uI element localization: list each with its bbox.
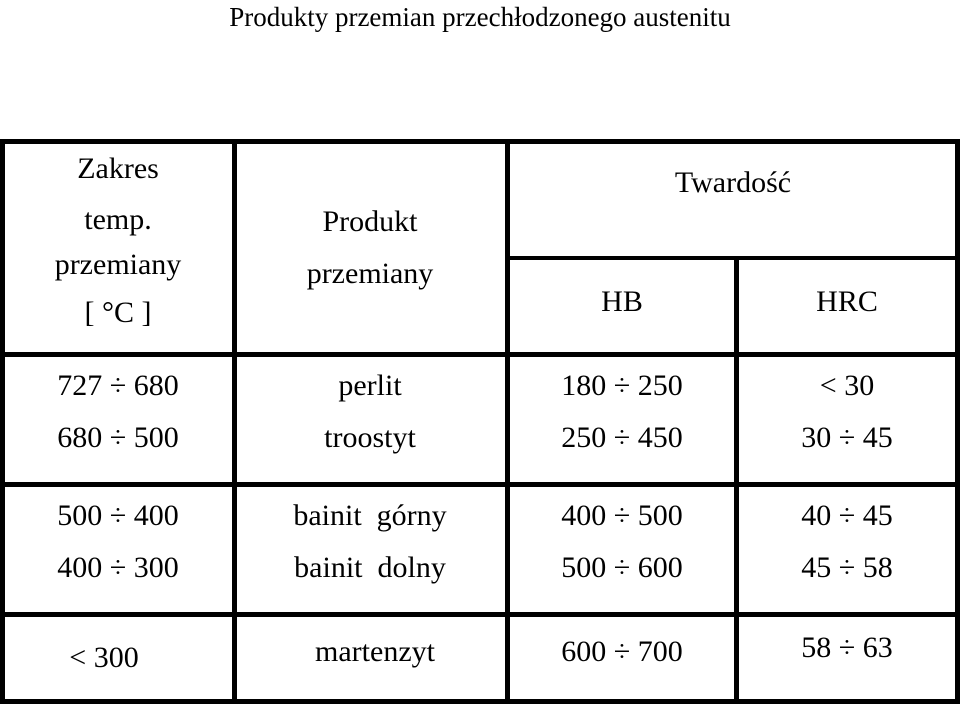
cell-product: bainit dolny [294, 551, 446, 584]
table-border-top [0, 139, 960, 144]
cell-hb: 500 ÷ 600 [561, 551, 683, 584]
column-divider-3 [734, 256, 739, 704]
page-title: Produkty przemian przechłodzonego austenitu [229, 2, 731, 32]
table-border-right [955, 139, 960, 704]
header-hardness: Twardość [674, 166, 792, 199]
cell-product: perlit [338, 369, 402, 402]
header-product-line: Produkt [322, 205, 418, 238]
cell-hrc: 30 ÷ 45 [801, 421, 893, 454]
cell-product: troostyt [324, 421, 416, 454]
column-divider-2 [505, 139, 510, 704]
cell-hb: 180 ÷ 250 [561, 369, 683, 402]
column-divider-1 [232, 139, 237, 704]
header-bottom-line [0, 352, 960, 357]
cell-range: 680 ÷ 500 [57, 421, 179, 454]
cell-hb: 600 ÷ 700 [561, 635, 683, 668]
cell-range: 400 ÷ 300 [57, 551, 179, 584]
table-border-bottom [0, 699, 960, 704]
header-range-line: Zakres [77, 152, 159, 185]
cell-range: < 300 [69, 641, 139, 674]
header-hb: HB [601, 285, 643, 318]
table-border-left [0, 139, 5, 704]
cell-range: 727 ÷ 680 [57, 369, 179, 402]
cell-hrc: 58 ÷ 63 [801, 631, 893, 664]
header-product-line: przemiany [306, 257, 434, 290]
cell-hrc: < 30 [819, 369, 875, 402]
group-divider-2 [0, 612, 960, 617]
header-hrc: HRC [816, 285, 878, 318]
cell-hb: 250 ÷ 450 [561, 421, 683, 454]
cell-product: bainit górny [293, 499, 447, 532]
cell-product: martenzyt [315, 635, 435, 668]
cell-hrc: 45 ÷ 58 [801, 551, 893, 584]
group-divider-1 [0, 482, 960, 487]
header-range-line: temp. [84, 203, 152, 236]
header-range-line: [ °C ] [84, 296, 152, 329]
cell-range: 500 ÷ 400 [57, 499, 179, 532]
cell-hrc: 40 ÷ 45 [801, 499, 893, 532]
header-range-line: przemiany [54, 248, 182, 281]
cell-hb: 400 ÷ 500 [561, 499, 683, 532]
